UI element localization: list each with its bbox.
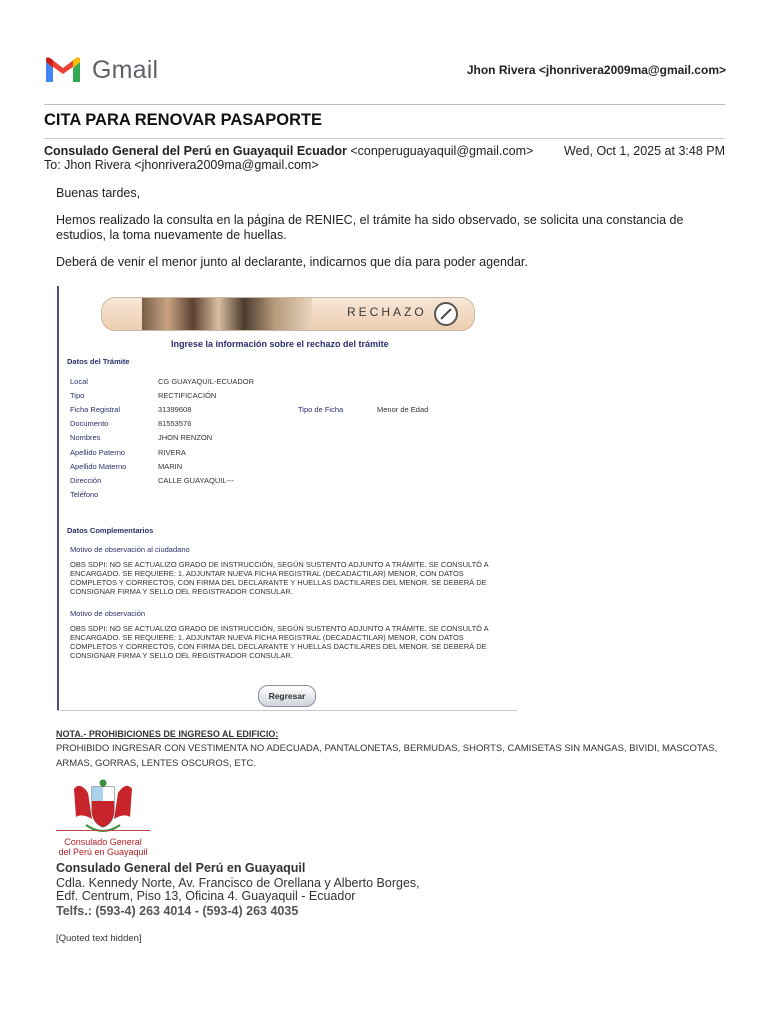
field-label: Documento (70, 419, 109, 428)
rejection-screenshot-image[interactable] (57, 284, 517, 712)
field-label: Local (70, 377, 88, 386)
quoted-text-toggle[interactable]: [Quoted text hidden] (56, 933, 142, 944)
nota-title: NOTA.- PROHIBICIONES DE INGRESO AL EDIFICIO: (56, 729, 279, 739)
field-label: Ficha Registral (70, 405, 121, 414)
signature-address-2: Edf. Centrum, Piso 13, Oficina 4. Guayaquil - Ecuador (56, 889, 356, 903)
divider (56, 830, 150, 831)
field-value: 31399608 (158, 405, 192, 414)
field-value: CG GUAYAQUIL-ECUADOR (158, 377, 254, 386)
field-label: Nombres (70, 433, 101, 442)
field-value: 81553576 (158, 419, 192, 428)
sender-address[interactable]: <conperuguayaquil@gmail.com> (350, 144, 534, 158)
divider (44, 138, 725, 139)
form-title: Ingrese la información sobre el rechazo del trámite (171, 339, 389, 349)
signature-phones: Telfs.: (593-4) 263 4014 - (593-4) 263 4035 (56, 904, 299, 918)
section-datos-tramite: Datos del Trámite (67, 357, 130, 366)
field-label: Apellido Paterno (70, 448, 126, 457)
nota-body: PROHIBIDO INGRESAR CON VESTIMENTA NO ADECUADA, PANTALONETAS, BERMUDAS, SHORTS, CAMISETAS SIN MANGAS, BIVIDI, MASCOTAS, ARMAS, GORRAS, LENTES OSCUROS, ETC. (56, 743, 718, 769)
field-value: Menor de Edad (377, 405, 429, 414)
screenshot-border (57, 710, 517, 711)
section-datos-complementarios: Datos Complementarios (67, 526, 154, 535)
motivo-label: Motivo de observación (70, 609, 146, 618)
account-label: Jhon Rivera <jhonrivera2009ma@gmail.com> (466, 63, 726, 77)
field-label: Teléfono (70, 490, 99, 499)
email-paragraph-2: Deberá de venir el menor junto al declarante, indicarnos que día para poder agendar. (56, 255, 528, 269)
peru-coat-of-arms-icon (70, 779, 136, 835)
field-label: Dirección (70, 476, 102, 485)
divider (44, 104, 725, 105)
seal-caption-line-2: del Perú en Guayaquil (58, 847, 148, 857)
field-label: Tipo (70, 391, 85, 400)
motivo-ciudadano-label: Motivo de observación al ciudadano (70, 545, 190, 554)
field-value: RIVERA (158, 448, 186, 457)
field-value: RECTIFICACIÓN (158, 391, 217, 400)
seal-caption (56, 837, 150, 857)
field-value: MARIN (158, 462, 183, 471)
screenshot-border (57, 286, 59, 710)
motivo-ciudadano-text: OBS SDPI: NO SE ACTUALIZO GRADO DE INSTRUCCIÓN, SEGÚN SUSTENTO ADJUNTO A TRÁMITE. SE CONSULTÓ A ENCARGADO. SE REQUIERE: 1. ADJUNTAR NUEVA FICHA REGISTRAL (DECADACTILAR) MENOR, CON DATOS COMPLETOS Y CORRECTOS, CON FIRMA DEL DECLARANTE Y HUELLAS DACTILARES DEL MENOR. SE DEBERÁ DE CONSIGNAR FIRMA Y SELLO DEL REGISTRADOR CONSULAR. (70, 560, 489, 596)
gmail-logo[interactable] (44, 55, 184, 85)
sender-line (44, 144, 533, 158)
gmail-m-icon (44, 56, 82, 84)
sender-name: Consulado General del Perú en Guayaquil Ecuador (44, 144, 347, 158)
banner-photo-strip (142, 298, 312, 330)
seal-caption-line-1: Consulado General (64, 837, 142, 847)
regresar-button: Regresar (258, 685, 316, 707)
field-label: Tipo de Ficha (298, 405, 344, 414)
rechazo-banner (101, 297, 475, 331)
signature-name: Consulado General del Perú en Guayaquil (56, 861, 306, 875)
field-label: Apellido Materno (70, 462, 127, 471)
prohibited-icon (434, 302, 458, 326)
signature-address-1: Cdla. Kennedy Norte, Av. Francisco de Orellana y Alberto Borges, (56, 876, 420, 890)
field-value: CALLE GUAYAQUIL--- (158, 476, 234, 485)
email-greeting: Buenas tardes, (56, 186, 141, 200)
motivo-text: OBS SDPI: NO SE ACTUALIZO GRADO DE INSTRUCCIÓN, SEGÚN SUSTENTO ADJUNTO A TRÁMITE. SE CONSULTÓ A ENCARGADO. SE REQUIERE: 1. ADJUNTAR NUEVA FICHA REGISTRAL (DECADACTILAR) MENOR, CON DATOS COMPLETOS Y CORRECTOS, CON FIRMA DEL DECLARANTE Y HUELLAS DACTILARES DEL MENOR. SE DEBERÁ DE CONSIGNAR FIRMA Y SELLO DEL REGISTRADOR CONSULAR. (70, 624, 489, 660)
field-value: JHON RENZON (158, 433, 213, 442)
banner-title: RECHAZO (347, 305, 427, 319)
email-subject: CITA PARA RENOVAR PASAPORTE (44, 111, 323, 129)
gmail-wordmark: Gmail (92, 55, 159, 84)
email-paragraph-1: Hemos realizado la consulta en la página de RENIEC, el trámite ha sido observado, se solicita una constancia de estudios, la toma nuevamente de huellas. (56, 213, 684, 242)
email-date: Wed, Oct 1, 2025 at 3:48 PM (564, 144, 725, 158)
recipient-line: To: Jhon Rivera <jhonrivera2009ma@gmail.com> (44, 158, 319, 172)
